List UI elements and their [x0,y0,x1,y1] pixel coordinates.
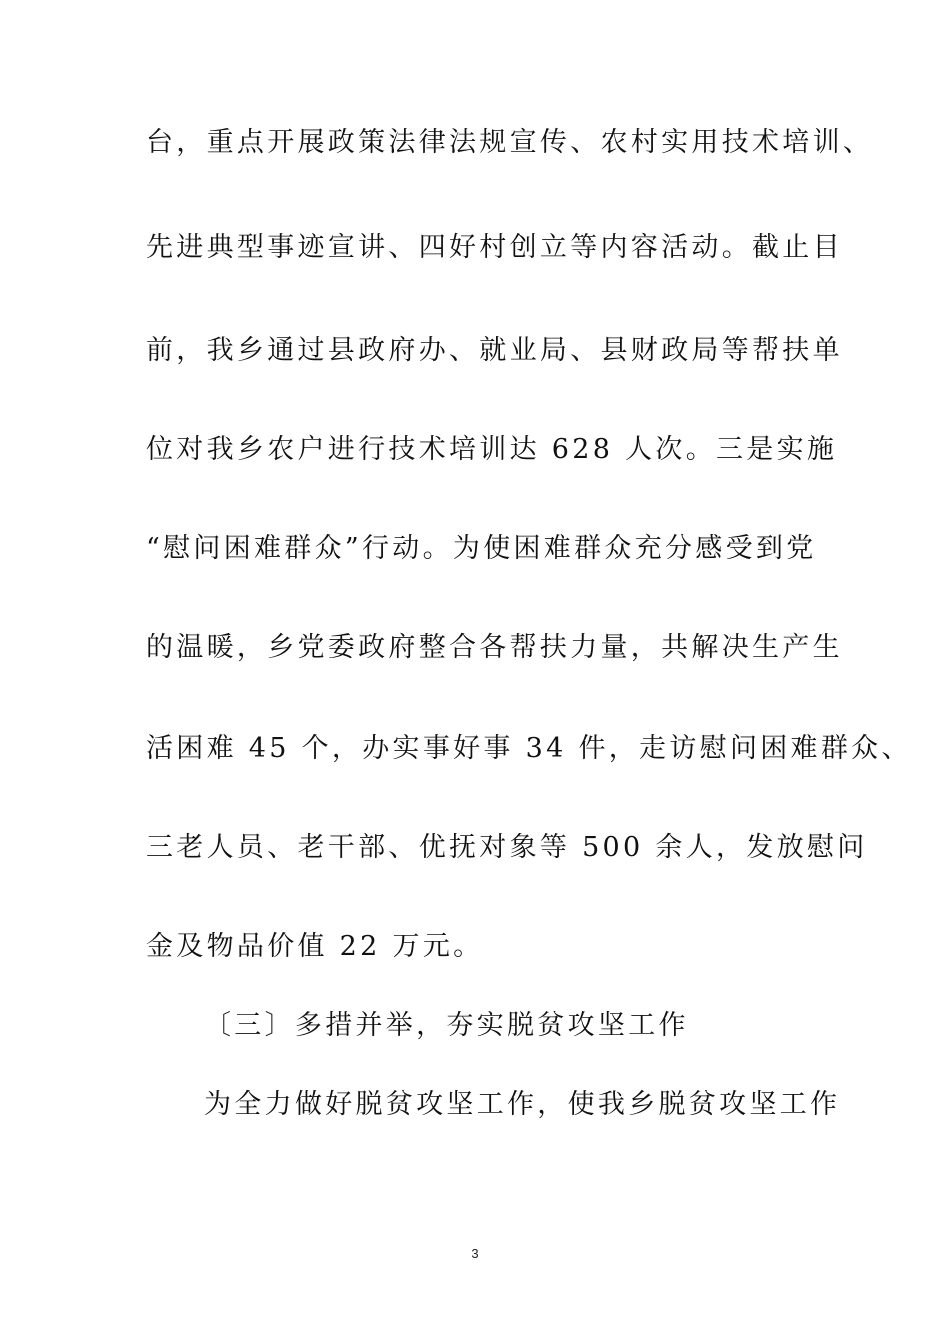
body-text-line-8: 三老人员、老干部、优抚对象等 500 余人，发放慰问 [146,832,868,863]
section-heading: 〔三〕多措并举，夯实脱贫攻坚工作 [204,1010,689,1041]
body-text-line-7: 活困难 45 个，办实事好事 34 件，走访慰问困难群众、 [146,733,912,764]
body-text-line-5: “慰问困难群众”行动。为使困难群众充分感受到党 [146,533,817,564]
body-text-line-6: 的温暖，乡党委政府整合各帮扶力量，共解决生产生 [146,632,843,663]
body-text-line-3: 前，我乡通过县政府办、就业局、县财政局等帮扶单 [146,335,843,366]
body-text-line-2: 先进典型事迹宣讲、四好村创立等内容活动。截止目 [146,232,843,263]
body-text-line-4: 位对我乡农户进行技术培训达 628 人次。三是实施 [146,434,838,465]
body-text-line-1: 台，重点开展政策法律法规宣传、农村实用技术培训、 [146,127,874,158]
body-text-line-9: 金及物品价值 22 万元。 [146,931,484,962]
page-number: 3 [471,1246,479,1261]
paragraph-first-line: 为全力做好脱贫攻坚工作，使我乡脱贫攻坚工作 [204,1089,841,1120]
